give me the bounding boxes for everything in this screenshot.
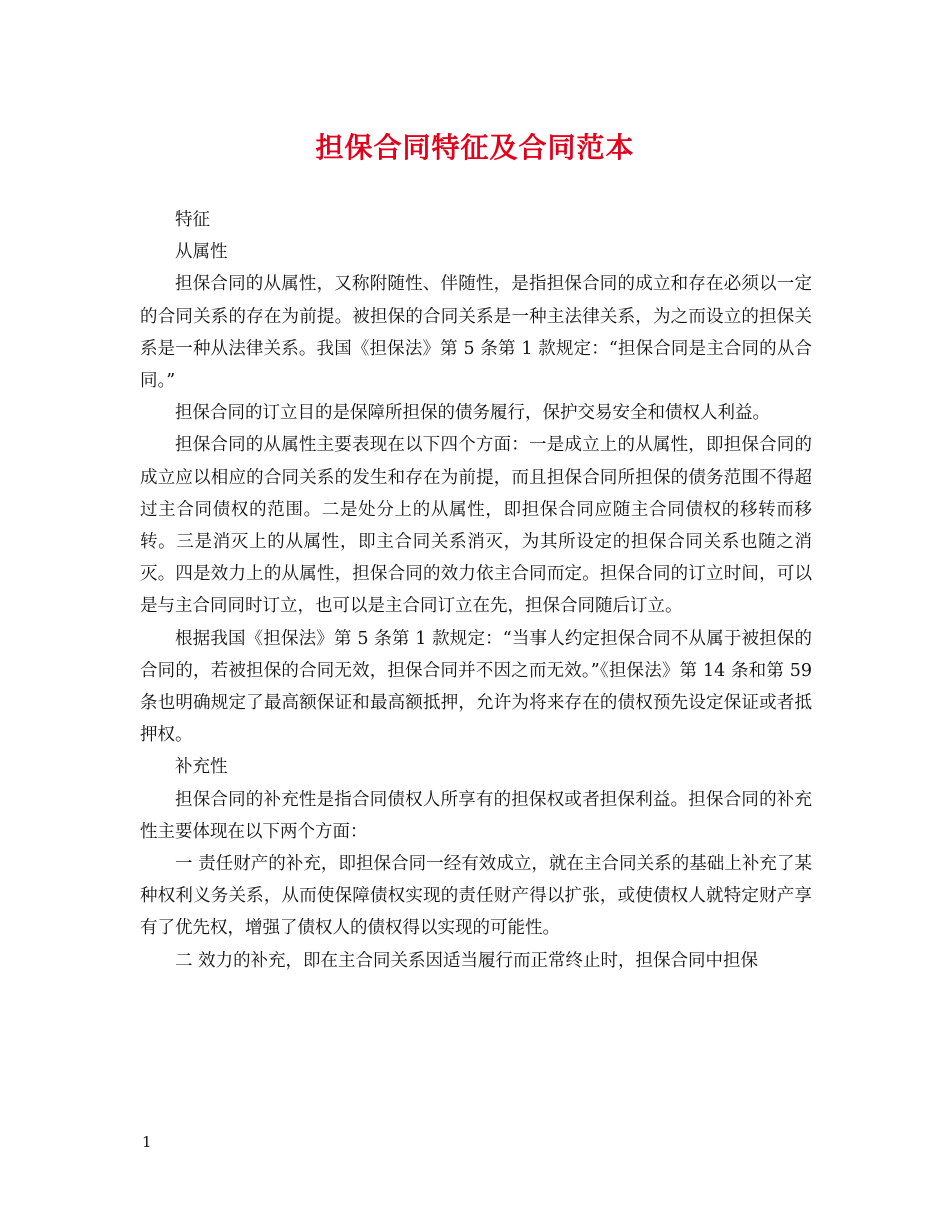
heading-features: 特征	[175, 210, 210, 230]
paragraph: 根据我国《担保法》第 5 条第 1 款规定：“当事人约定担保合同不从属于被担保的合同的，若被担保的合同无效，担保合同并不因之而无效。”《担保法》第 14 条和第 59 条也明确规定了最高额保证和最高额抵押，允许为将来存在的债权预先设定保证或者抵押权。	[140, 628, 812, 746]
paragraph: 担保合同的从属性主要表现在以下四个方面：一是成立上的从属性，即担保合同的成立应以相应的合同关系的发生和存在为前提，而且担保合同所担保的债务范围不得超过主合同债权的范围。二是处分上的从属性，即担保合同应随主合同债权的移转而移转。三是消灭上的从属性，即主合同关系消灭，为其所设定的担保合同关系也随之消灭。四是效力上的从属性，担保合同的效力依主合同而定。担保合同的订立时间，可以是与主合同同时订立，也可以是主合同订立在先，担保合同随后订立。	[140, 435, 812, 617]
document-body	[140, 204, 812, 977]
paragraph: 一 责任财产的补充，即担保合同一经有效成立，就在主合同关系的基础上补充了某种权利义务关系，从而使保障债权实现的责任财产得以扩张，或使债权人就特定财产享有了优先权，增强了债权人的债权得以实现的可能性。	[140, 854, 812, 939]
subheading-subordination: 从属性	[175, 242, 228, 263]
paragraph: 二 效力的补充，即在主合同关系因适当履行而正常终止时，担保合同中担保	[175, 950, 759, 971]
page-number: 1	[142, 1133, 152, 1151]
subheading-supplementary: 补充性	[175, 757, 228, 778]
paragraph: 担保合同的从属性，又称附随性、伴随性，是指担保合同的成立和存在必须以一定的合同关系的存在为前提。被担保的合同关系是一种主法律关系，为之而设立的担保关系是一种从法律关系。我国《担保法》第 5 条第 1 款规定：“担保合同是主合同的从合同。”	[140, 274, 812, 392]
paragraph: 担保合同的补充性是指合同债权人所享有的担保权或者担保利益。担保合同的补充性主要体现在以下两个方面：	[140, 789, 812, 842]
document-title: 担保合同特征及合同范本	[315, 131, 635, 164]
paragraph: 担保合同的订立目的是保障所担保的债务履行，保护交易安全和债权人利益。	[175, 403, 770, 424]
